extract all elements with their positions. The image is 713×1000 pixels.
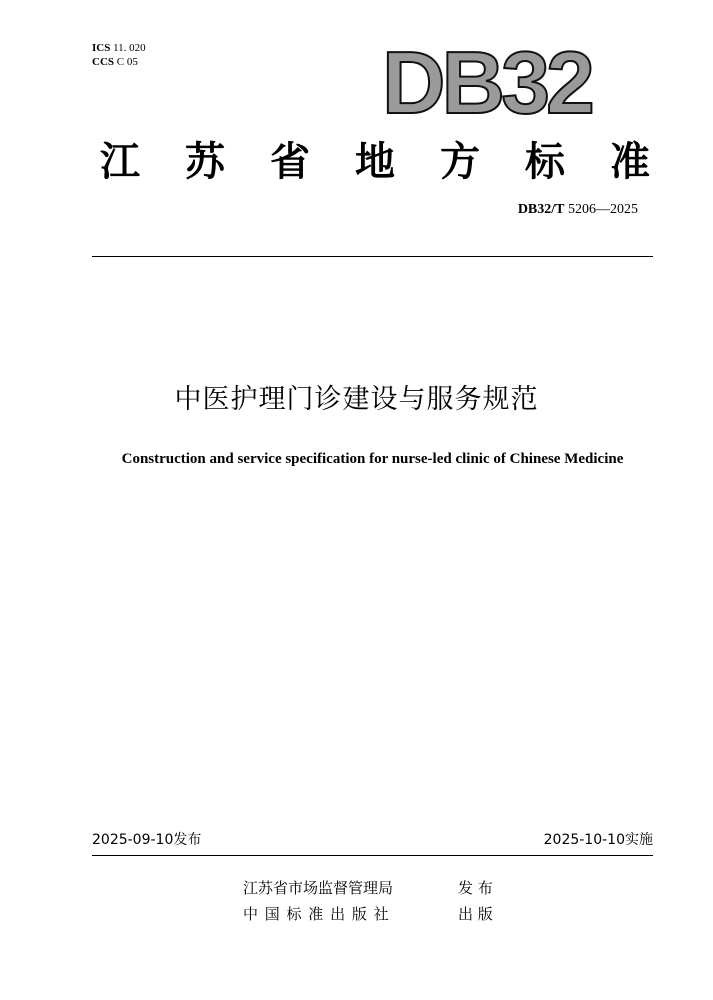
ics-code (92, 42, 146, 55)
standard-type-char: 方 (440, 139, 480, 185)
ccs-label: CCS (92, 56, 115, 68)
standard-type-heading (100, 138, 650, 186)
standard-type-char: 江 (100, 139, 140, 185)
publisher-org: 中 国 标 准 出 版 社 (243, 905, 390, 923)
ics-label: ICS (92, 42, 111, 54)
publish-date: 2025-09-10发布 (92, 832, 202, 848)
standard-type-char: 省 (270, 139, 310, 185)
top-divider (92, 256, 653, 257)
ics-value: 11. 020 (113, 42, 146, 54)
issuer-action: 发 布 (458, 879, 493, 897)
ccs-value: C 05 (116, 56, 138, 68)
standard-number-value: 5206—2025 (568, 202, 638, 217)
publisher-action: 出 版 (458, 905, 493, 923)
issuer-org: 江苏省市场监督管理局 (243, 879, 394, 897)
standard-number (518, 201, 638, 219)
standard-type-char: 标 (525, 139, 565, 185)
effective-date: 2025-10-10实施 (543, 832, 653, 848)
standard-number-prefix: DB32/T (517, 202, 565, 217)
bottom-divider (92, 855, 653, 856)
standard-type-char: 地 (355, 139, 395, 185)
document-title-en: Construction and service specification for nurse-led clinic of Chinese Medicine (121, 451, 624, 467)
standard-type-char: 准 (610, 139, 650, 185)
ccs-code (92, 56, 138, 69)
document-title-cn: 中医护理门诊建设与服务规范 (174, 384, 539, 415)
db32-logo: DB32 (382, 33, 591, 132)
standard-type-char: 苏 (185, 139, 225, 185)
